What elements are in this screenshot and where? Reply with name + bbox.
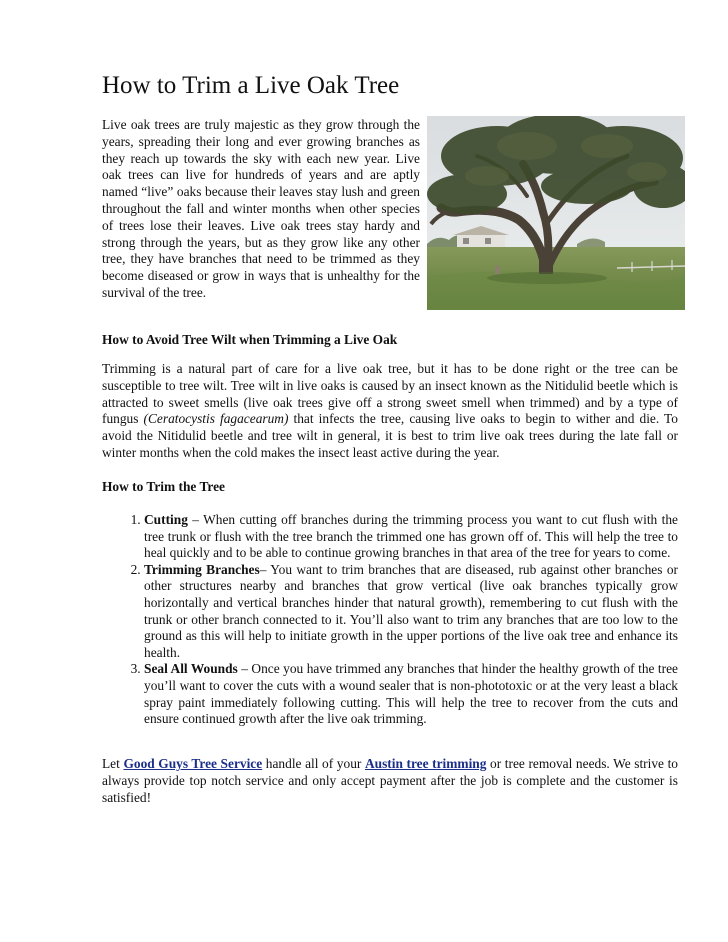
closing-text-before: Let	[102, 756, 124, 771]
section-heading-tree-wilt: How to Avoid Tree Wilt when Trimming a Live Oak	[102, 332, 398, 347]
page-title: How to Trim a Live Oak Tree	[102, 72, 400, 99]
trimming-steps-list	[102, 512, 678, 728]
good-guys-tree-service-link[interactable]: Good Guys Tree Service	[123, 756, 263, 771]
fungus-name: (Ceratocystis fagacearum)	[143, 411, 289, 427]
closing-text-middle: handle all of your	[262, 756, 365, 771]
section-heading-trim: How to Trim the Tree	[102, 479, 225, 494]
live-oak-photo	[427, 116, 685, 310]
step-text: – When cutting off branches during the trimming process you want to cut flush with the tree trunk or flush with the tree branch the trimmed one has grown off of. This will help the tree to heal quickly and to be able to continue growing branches in that area of the tree for years to come.	[144, 512, 678, 561]
tree-wilt-text-before: Trimming is a natural part of care for a live oak tree, but it has to be done right or the tree can be susceptible to tree wilt. Tree wilt in live oaks is caused by an insect known as the Nitidulid beetle which is attracted to sweet smells (live oak trees give off a strong sweet smell when trimmed) and by a type of fungus	[102, 361, 678, 427]
intro-paragraph: Live oak trees are truly majestic as they grow through the years, spreading their long and ever growing branches as they reach up towards the sky with each new year. Live oak trees can live for hundreds of years and are aptly named “live” oaks because their leaves stay lush and green throughout the fall and winter months when other species of trees lose their leaves. Live oak trees stay hardy and strong through the years, but as they grow like any other tree, they have branches that need to be trimmed as they become diseased or grow in ways that is unhealthy for the survival of the tree.	[102, 117, 420, 300]
austin-tree-trimming-link[interactable]: Austin tree trimming	[364, 756, 487, 771]
closing-text-after: or tree removal needs. We strive to always provide top notch service and only accept payment after the job is complete and the customer is satisfied!	[102, 756, 678, 805]
list-item	[144, 661, 678, 727]
tree-wilt-paragraph	[102, 361, 678, 462]
step-title: Seal All Wounds	[144, 661, 238, 677]
step-text: – Once you have trimmed any branches that hinder the healthy growth of the tree you’ll want to cover the cuts with a wound sealer that is non-phototoxic or at the very least a black spray paint immediately following cutting. This will help the tree to recover from the cuts and ensure continued growth after the live oak trimming.	[144, 661, 678, 727]
closing-paragraph	[102, 756, 678, 806]
list-item	[144, 562, 678, 662]
step-title: Trimming Branches	[144, 561, 260, 577]
step-title: Cutting	[144, 512, 188, 527]
list-item	[144, 512, 678, 562]
step-text: – You want to trim branches that are diseased, rub against other branches or other structures nearby and branches that grow vertical (live oak branches typically grow horizontally and vertical branches hinder that natural growth), remembering to cut flush with the trunk or other branch connected to it. You’ll also want to trim any branches that are too low to the ground as this will help to initiate growth in the upper portions of the live oak tree and enhance its health.	[144, 561, 678, 660]
tree-wilt-text-after: that infects the tree, causing live oaks to begin to wither and die. To avoid the Nitidulid beetle and tree wilt in general, it is best to trim live oak trees during the late fall or winter months when the cold makes the insect least active during the year.	[102, 411, 678, 460]
